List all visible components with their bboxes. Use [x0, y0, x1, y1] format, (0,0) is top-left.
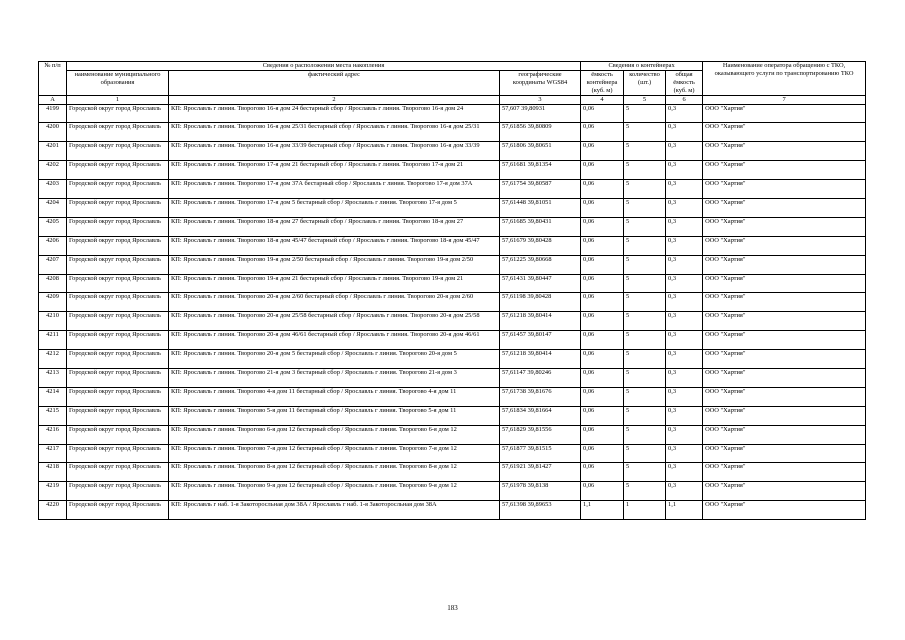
cell-total: 0,3: [666, 312, 703, 331]
cell-municipality: Городской округ город Ярославль: [67, 369, 169, 388]
cell-num: 4220: [39, 501, 67, 520]
cell-capacity: 0,06: [581, 369, 624, 388]
table-row: [39, 236, 866, 255]
header-index-cell: 3: [500, 95, 581, 104]
table-row: [39, 255, 866, 274]
cell-count: 5: [624, 444, 666, 463]
table-row: [39, 444, 866, 463]
cell-num: 4199: [39, 104, 67, 123]
cell-capacity: 0,06: [581, 142, 624, 161]
table-row: [39, 463, 866, 482]
cell-total: 0,3: [666, 331, 703, 350]
cell-operator: ООО "Хартия": [703, 387, 866, 406]
cell-coords: 57,61978 39,8138: [500, 482, 581, 501]
cell-municipality: Городской округ город Ярославль: [67, 274, 169, 293]
cell-coords: 57,61685 39,80431: [500, 217, 581, 236]
cell-capacity: 0,06: [581, 180, 624, 199]
cell-total: 0,3: [666, 463, 703, 482]
cell-num: 4202: [39, 161, 67, 180]
header-index-cell: 5: [624, 95, 666, 104]
cell-address: КП: Ярославль г линия. Творогово 5-я дом 11 бестарный сбор / Ярославль г линия. Творогово 5-я дом 11: [169, 406, 500, 425]
cell-coords: 57,61681 39,81354: [500, 161, 581, 180]
table-row: [39, 142, 866, 161]
cell-operator: ООО "Хартия": [703, 482, 866, 501]
cell-capacity: 0,06: [581, 312, 624, 331]
cell-operator: ООО "Хартия": [703, 274, 866, 293]
cell-municipality: Городской округ город Ярославль: [67, 331, 169, 350]
cell-coords: 57,607 39,80931: [500, 104, 581, 123]
cell-address: КП: Ярославль г линия. Творогово 8-я дом 12 бестарный сбор / Ярославль г линия. Творогово 8-я дом 12: [169, 463, 500, 482]
cell-num: 4209: [39, 293, 67, 312]
cell-total: 0,3: [666, 350, 703, 369]
cell-total: 0,3: [666, 274, 703, 293]
cell-num: 4218: [39, 463, 67, 482]
table-row: [39, 501, 866, 520]
cell-num: 4206: [39, 236, 67, 255]
header-coords: географические координаты WGS84: [500, 70, 581, 95]
cell-total: 0,3: [666, 444, 703, 463]
table-header: [39, 62, 866, 105]
cell-operator: ООО "Хартия": [703, 217, 866, 236]
table-row: [39, 331, 866, 350]
cell-total: 0,3: [666, 293, 703, 312]
cell-municipality: Городской округ город Ярославль: [67, 463, 169, 482]
cell-count: 5: [624, 104, 666, 123]
cell-capacity: 0,06: [581, 104, 624, 123]
cell-address: КП: Ярославль г линия. Творогово 20-я дом 2/60 бестарный сбор / Ярославль г линия. Творогово 20-я дом 2/60: [169, 293, 500, 312]
cell-num: 4217: [39, 444, 67, 463]
cell-capacity: 0,06: [581, 463, 624, 482]
cell-count: 1: [624, 501, 666, 520]
cell-address: КП: Ярославль г линия. Творогово 17-я дом 5 бестарный сбор / Ярославль г линия. Творогово 17-я дом 5: [169, 198, 500, 217]
cell-count: 5: [624, 369, 666, 388]
cell-municipality: Городской округ город Ярославль: [67, 350, 169, 369]
cell-total: 0,3: [666, 369, 703, 388]
cell-operator: ООО "Хартия": [703, 180, 866, 199]
cell-count: 5: [624, 293, 666, 312]
cell-operator: ООО "Хартия": [703, 350, 866, 369]
cell-operator: ООО "Хартия": [703, 406, 866, 425]
cell-total: 0,3: [666, 123, 703, 142]
cell-municipality: Городской округ город Ярославль: [67, 123, 169, 142]
cell-total: 0,3: [666, 387, 703, 406]
header-total: общая ёмкость (куб. м): [666, 70, 703, 95]
header-address: фактический адрес: [169, 70, 500, 95]
table-row: [39, 198, 866, 217]
cell-operator: ООО "Хартия": [703, 463, 866, 482]
cell-address: КП: Ярославль г линия. Творогово 4-я дом 11 бестарный сбор / Ярославль г линия. Творогово 4-я дом 11: [169, 387, 500, 406]
cell-address: КП: Ярославль г линия. Творогово 20-я дом 25/58 бестарный сбор / Ярославль г линия. Творогово 20-я дом 25/58: [169, 312, 500, 331]
cell-capacity: 0,06: [581, 444, 624, 463]
cell-coords: 57,61448 39,81051: [500, 198, 581, 217]
table-row: [39, 217, 866, 236]
cell-total: 0,3: [666, 142, 703, 161]
cell-count: 5: [624, 217, 666, 236]
cell-coords: 57,61806 39,80651: [500, 142, 581, 161]
cell-num: 4208: [39, 274, 67, 293]
cell-address: КП: Ярославль г линия. Творогово 18-я дом 45/47 бестарный сбор / Ярославль г линия. Творогово 18-я дом 45/47: [169, 236, 500, 255]
table-row: [39, 123, 866, 142]
cell-address: КП: Ярославль г линия. Творогово 21-я дом 3 бестарный сбор / Ярославль г линия. Творогово 21-я дом 3: [169, 369, 500, 388]
registry-sheet: [38, 61, 866, 520]
cell-coords: 57,61856 39,80809: [500, 123, 581, 142]
cell-count: 5: [624, 198, 666, 217]
cell-num: 4216: [39, 425, 67, 444]
header-index-cell: 7: [703, 95, 866, 104]
cell-coords: 57,61834 39,81664: [500, 406, 581, 425]
cell-count: 5: [624, 236, 666, 255]
cell-operator: ООО "Хартия": [703, 331, 866, 350]
cell-municipality: Городской округ город Ярославль: [67, 406, 169, 425]
cell-count: 5: [624, 180, 666, 199]
page-number: 183: [447, 604, 458, 612]
cell-count: 5: [624, 142, 666, 161]
cell-municipality: Городской округ город Ярославль: [67, 425, 169, 444]
table-row: [39, 350, 866, 369]
cell-municipality: Городской округ город Ярославль: [67, 104, 169, 123]
table-row: [39, 104, 866, 123]
cell-coords: 57,61829 39,81556: [500, 425, 581, 444]
cell-coords: 57,61147 39,80246: [500, 369, 581, 388]
cell-municipality: Городской округ город Ярославль: [67, 180, 169, 199]
table-row: [39, 369, 866, 388]
cell-capacity: 0,06: [581, 387, 624, 406]
table-row: [39, 274, 866, 293]
cell-address: КП: Ярославль г линия. Творогово 6-я дом 12 бестарный сбор / Ярославль г линия. Творогово 6-я дом 12: [169, 425, 500, 444]
cell-municipality: Городской округ город Ярославль: [67, 255, 169, 274]
cell-coords: 57,61198 39,80428: [500, 293, 581, 312]
cell-coords: 57,61431 39,80447: [500, 274, 581, 293]
cell-total: 0,3: [666, 217, 703, 236]
header-location-group: Сведения о расположении места накопления: [67, 62, 581, 71]
cell-municipality: Городской округ город Ярославль: [67, 198, 169, 217]
header-operator: Наименование оператора обращению с ТКО, оказывающего услуги по транспортированию ТКО: [703, 62, 866, 96]
cell-coords: 57,61398 39,89653: [500, 501, 581, 520]
header-index-cell: 2: [169, 95, 500, 104]
header-municipality: наименование муниципального образования: [67, 70, 169, 95]
cell-count: 5: [624, 482, 666, 501]
table-row: [39, 180, 866, 199]
table-row: [39, 406, 866, 425]
header-capacity: ёмкость контейнера (куб. м): [581, 70, 624, 95]
cell-municipality: Городской округ город Ярославль: [67, 236, 169, 255]
cell-total: 0,3: [666, 482, 703, 501]
cell-count: 5: [624, 350, 666, 369]
cell-coords: 57,61225 39,80668: [500, 255, 581, 274]
cell-operator: ООО "Хартия": [703, 444, 866, 463]
cell-address: КП: Ярославль г линия. Творогово 19-я дом 2/50 бестарный сбор / Ярославль г линия. Творогово 19-я дом 2/50: [169, 255, 500, 274]
cell-address: КП: Ярославль г наб. 1-я Закоторосльная дом 38А / Ярославль г наб. 1-я Закоторосльная дом 38А: [169, 501, 500, 520]
cell-coords: 57,61218 39,80414: [500, 312, 581, 331]
cell-num: 4200: [39, 123, 67, 142]
waste-sites-table: [38, 61, 866, 520]
cell-count: 5: [624, 425, 666, 444]
cell-count: 5: [624, 463, 666, 482]
cell-municipality: Городской округ город Ярославль: [67, 312, 169, 331]
cell-operator: ООО "Хартия": [703, 312, 866, 331]
cell-num: 4204: [39, 198, 67, 217]
cell-operator: ООО "Хартия": [703, 123, 866, 142]
cell-num: 4212: [39, 350, 67, 369]
cell-num: 4205: [39, 217, 67, 236]
cell-num: 4215: [39, 406, 67, 425]
cell-total: 0,3: [666, 406, 703, 425]
table-row: [39, 425, 866, 444]
cell-address: КП: Ярославль г линия. Творогово 18-я дом 27 бестарный сбор / Ярославль г линия. Творогово 18-я дом 27: [169, 217, 500, 236]
cell-count: 5: [624, 161, 666, 180]
cell-municipality: Городской округ город Ярославль: [67, 293, 169, 312]
cell-operator: ООО "Хартия": [703, 425, 866, 444]
header-index-cell: 6: [666, 95, 703, 104]
cell-coords: 57,61679 39,80428: [500, 236, 581, 255]
cell-address: КП: Ярославль г линия. Творогово 19-я дом 21 бестарный сбор / Ярославль г линия. Творогово 19-я дом 21: [169, 274, 500, 293]
table-row: [39, 161, 866, 180]
cell-address: КП: Ярославль г линия. Творогово 16-я дом 25/31 бестарный сбор / Ярославль г линия. Творогово 16-я дом 25/31: [169, 123, 500, 142]
cell-address: КП: Ярославль г линия. Творогово 17-я дом 21 бестарный сбор / Ярославль г линия. Творогово 17-я дом 21: [169, 161, 500, 180]
cell-coords: 57,61457 39,80147: [500, 331, 581, 350]
cell-operator: ООО "Хартия": [703, 198, 866, 217]
table-body: [39, 104, 866, 520]
header-index-cell: А: [39, 95, 67, 104]
cell-address: КП: Ярославль г линия. Творогово 20-я дом 46/61 бестарный сбор / Ярославль г линия. Творогово 20-я дом 46/61: [169, 331, 500, 350]
cell-municipality: Городской округ город Ярославль: [67, 482, 169, 501]
cell-total: 0,3: [666, 236, 703, 255]
cell-municipality: Городской округ город Ярославль: [67, 444, 169, 463]
cell-total: 0,3: [666, 161, 703, 180]
header-index-cell: 1: [67, 95, 169, 104]
cell-operator: ООО "Хартия": [703, 369, 866, 388]
cell-num: 4214: [39, 387, 67, 406]
cell-coords: 57,61738 39,81676: [500, 387, 581, 406]
cell-operator: ООО "Хартия": [703, 236, 866, 255]
cell-capacity: 0,06: [581, 482, 624, 501]
cell-count: 5: [624, 387, 666, 406]
cell-num: 4210: [39, 312, 67, 331]
cell-count: 5: [624, 331, 666, 350]
table-row: [39, 482, 866, 501]
header-index-row: [39, 95, 866, 104]
cell-capacity: 0,06: [581, 293, 624, 312]
cell-coords: 57,61218 39,80414: [500, 350, 581, 369]
table-row: [39, 312, 866, 331]
cell-num: 4201: [39, 142, 67, 161]
cell-capacity: 0,06: [581, 274, 624, 293]
cell-coords: 57,61877 39,81515: [500, 444, 581, 463]
cell-municipality: Городской округ город Ярославль: [67, 217, 169, 236]
cell-address: КП: Ярославль г линия. Творогово 16-я дом 33/39 бестарный сбор / Ярославль г линия. Творогово 16-я дом 33/39: [169, 142, 500, 161]
cell-total: 1,1: [666, 501, 703, 520]
cell-total: 0,3: [666, 255, 703, 274]
cell-address: КП: Ярославль г линия. Творогово 17-я дом 37А бестарный сбор / Ярославль г линия. Творогово 17-я дом 37А: [169, 180, 500, 199]
cell-operator: ООО "Хартия": [703, 142, 866, 161]
cell-capacity: 0,06: [581, 255, 624, 274]
cell-total: 0,3: [666, 198, 703, 217]
cell-operator: ООО "Хартия": [703, 104, 866, 123]
cell-capacity: 0,06: [581, 198, 624, 217]
cell-address: КП: Ярославль г линия. Творогово 7-я дом 12 бестарный сбор / Ярославль г линия. Творогово 7-я дом 12: [169, 444, 500, 463]
cell-operator: ООО "Хартия": [703, 501, 866, 520]
header-index-cell: 4: [581, 95, 624, 104]
cell-total: 0,3: [666, 104, 703, 123]
header-num: № п/п: [39, 62, 67, 96]
cell-num: 4211: [39, 331, 67, 350]
cell-municipality: Городской округ город Ярославль: [67, 142, 169, 161]
cell-total: 0,3: [666, 425, 703, 444]
cell-coords: 57,61754 39,80587: [500, 180, 581, 199]
cell-capacity: 0,06: [581, 350, 624, 369]
table-row: [39, 387, 866, 406]
cell-capacity: 0,06: [581, 236, 624, 255]
cell-count: 5: [624, 312, 666, 331]
table-row: [39, 293, 866, 312]
cell-count: 5: [624, 123, 666, 142]
cell-coords: 57,61921 39,81427: [500, 463, 581, 482]
cell-address: КП: Ярославль г линия. Творогово 9-я дом 12 бестарный сбор / Ярославль г линия. Творогово 9-я дом 12: [169, 482, 500, 501]
cell-capacity: 0,06: [581, 331, 624, 350]
cell-capacity: 1,1: [581, 501, 624, 520]
cell-capacity: 0,06: [581, 217, 624, 236]
cell-num: 4207: [39, 255, 67, 274]
cell-capacity: 0,06: [581, 406, 624, 425]
cell-count: 5: [624, 274, 666, 293]
cell-capacity: 0,06: [581, 425, 624, 444]
cell-operator: ООО "Хартия": [703, 255, 866, 274]
cell-municipality: Городской округ город Ярославль: [67, 387, 169, 406]
cell-capacity: 0,06: [581, 123, 624, 142]
cell-num: 4213: [39, 369, 67, 388]
cell-municipality: Городской округ город Ярославль: [67, 501, 169, 520]
header-count: количество (шт.): [624, 70, 666, 95]
cell-count: 5: [624, 406, 666, 425]
header-containers-group: Сведения о контейнерах: [581, 62, 703, 71]
cell-address: КП: Ярославль г линия. Творогово 20-я дом 5 бестарный сбор / Ярославль г линия. Творогово 20-я дом 5: [169, 350, 500, 369]
cell-capacity: 0,06: [581, 161, 624, 180]
cell-total: 0,3: [666, 180, 703, 199]
cell-municipality: Городской округ город Ярославль: [67, 161, 169, 180]
cell-num: 4203: [39, 180, 67, 199]
cell-num: 4219: [39, 482, 67, 501]
cell-operator: ООО "Хартия": [703, 293, 866, 312]
cell-count: 5: [624, 255, 666, 274]
cell-address: КП: Ярославль г линия. Творогово 16-я дом 24 бестарный сбор / Ярославль г линия. Творогово 16-я дом 24: [169, 104, 500, 123]
cell-operator: ООО "Хартия": [703, 161, 866, 180]
